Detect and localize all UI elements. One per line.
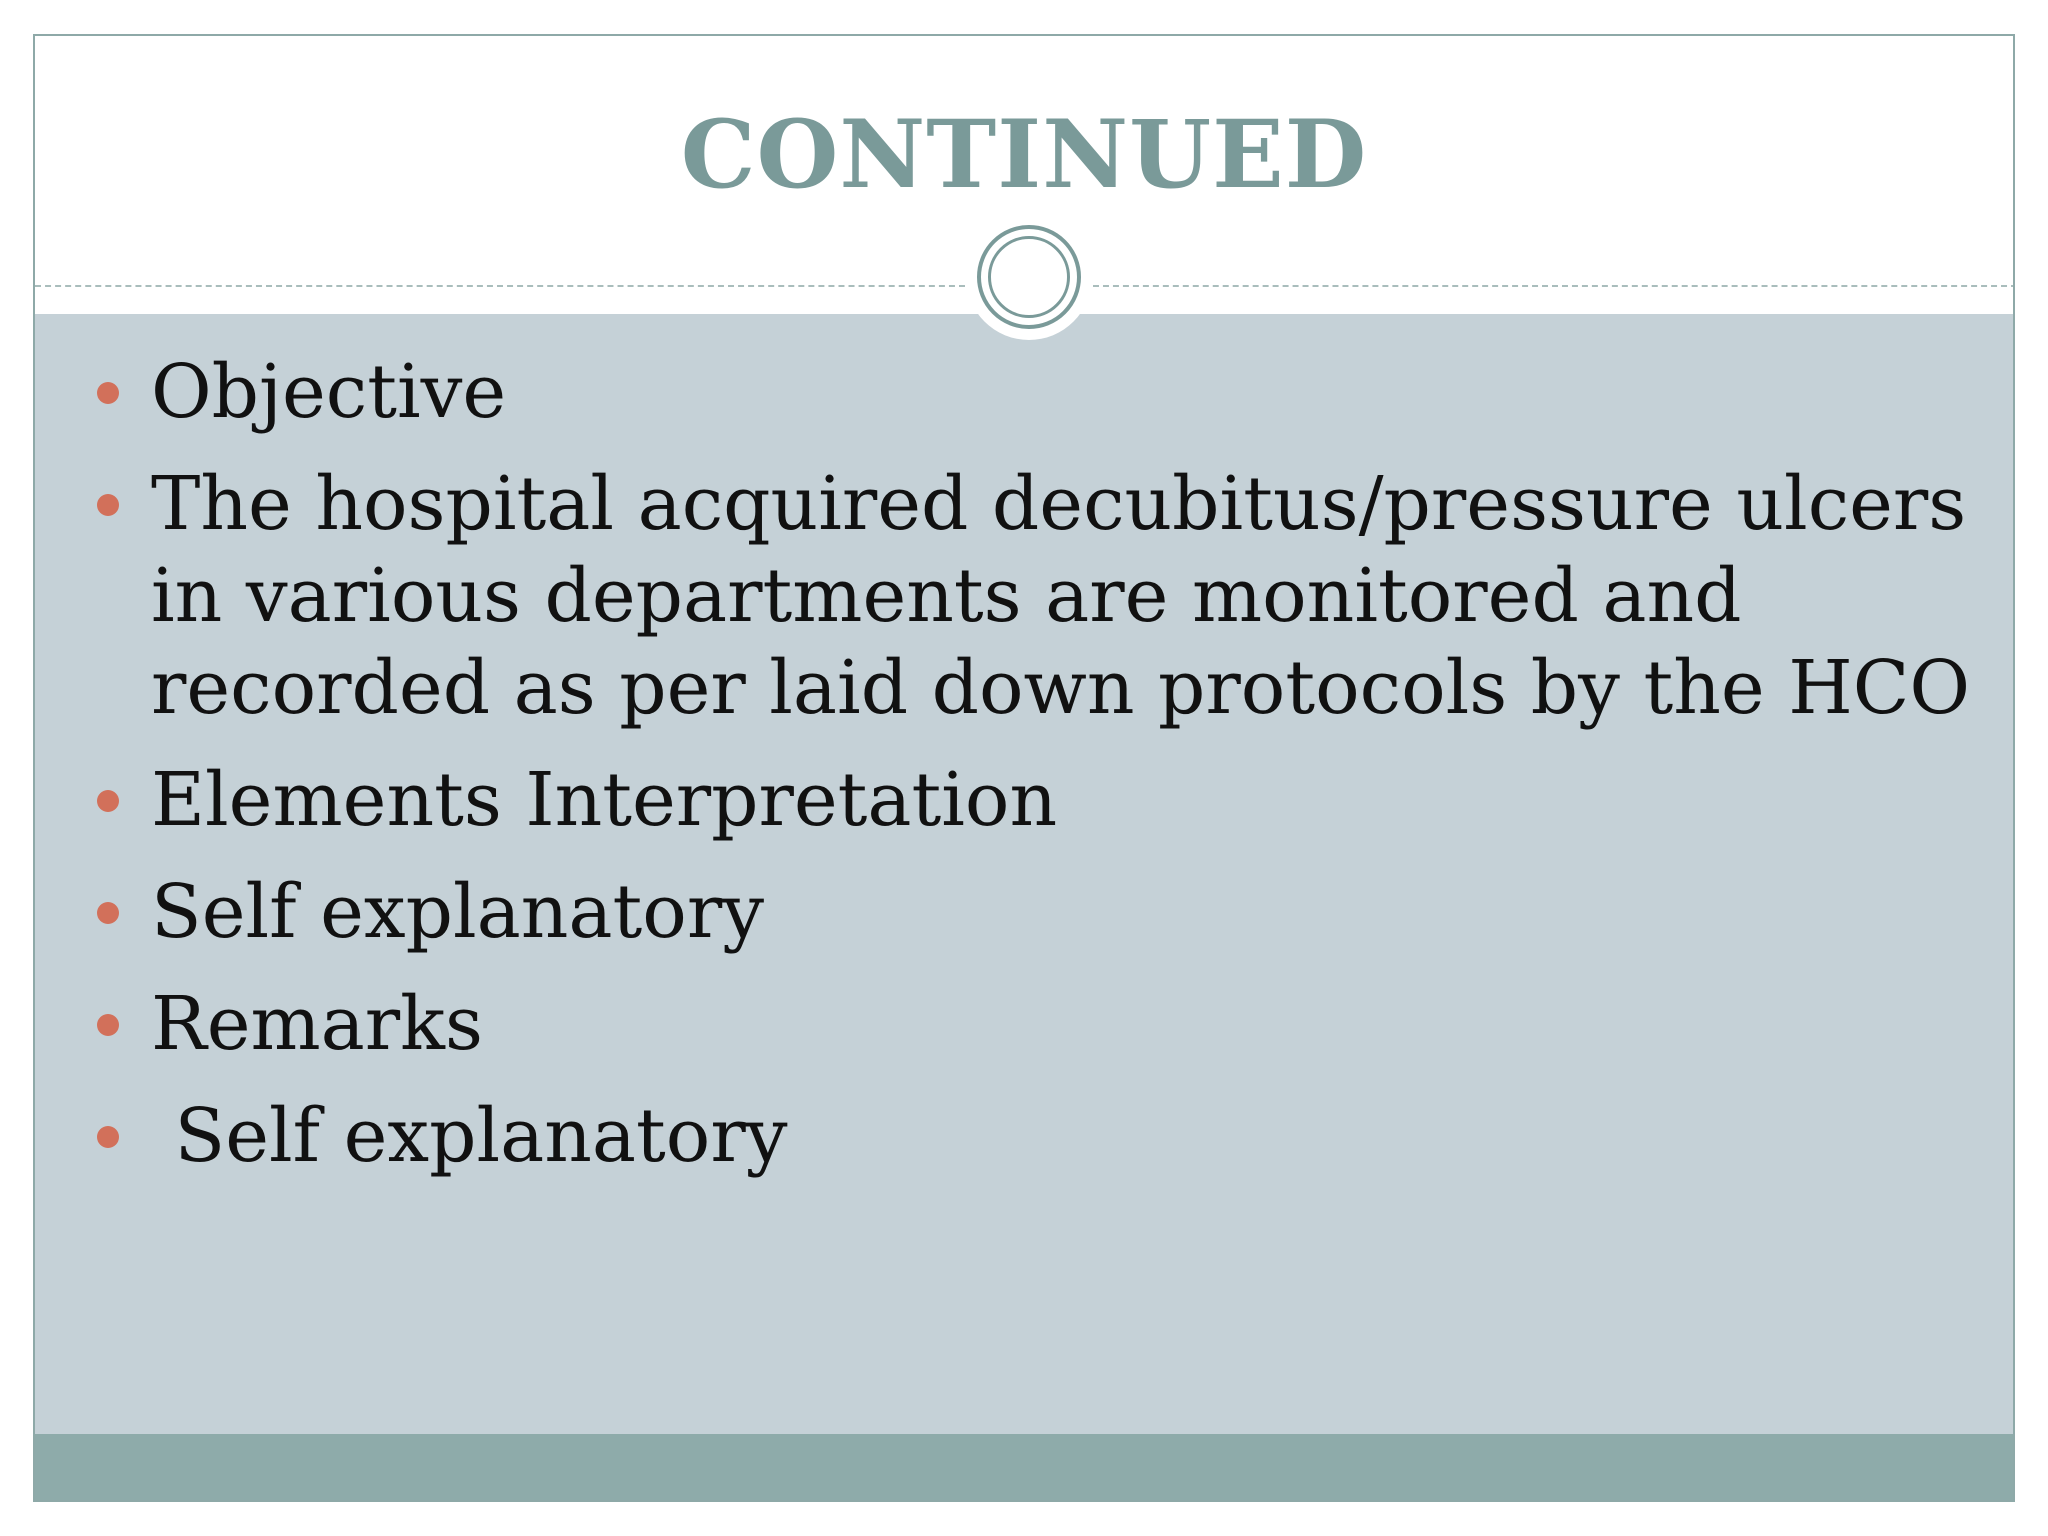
bullet-text: Self explanatory <box>151 869 764 955</box>
bullet-list <box>35 346 1985 1202</box>
bullet-text: Objective <box>151 349 507 435</box>
dot-bullet-icon <box>97 1014 119 1036</box>
bullet-item <box>35 458 1985 734</box>
bullet-item <box>35 866 1985 958</box>
bullet-text: Self explanatory <box>151 1093 788 1179</box>
double-circle-inner-ring <box>988 236 1070 318</box>
slide-title: CONTINUED <box>680 100 1368 210</box>
bullet-item <box>35 978 1985 1070</box>
bullet-item <box>35 1090 1985 1182</box>
double-circle-icon <box>977 225 1081 329</box>
bullet-text: Elements Interpretation <box>151 757 1058 843</box>
dot-bullet-icon <box>97 902 119 924</box>
dot-bullet-icon <box>97 1126 119 1148</box>
dot-bullet-icon <box>97 494 119 516</box>
bullet-text: The hospital acquired decubitus/pressure ulcers in various departments are monitored and recorded as per laid down protocols by the HCO <box>151 461 1971 731</box>
slide <box>33 34 2015 1502</box>
dot-bullet-icon <box>97 790 119 812</box>
bullet-text: Remarks <box>151 981 483 1067</box>
dot-bullet-icon <box>97 382 119 404</box>
bullet-item <box>35 754 1985 846</box>
title-divider-right <box>1093 285 2015 287</box>
title-divider-left <box>35 285 965 287</box>
footer-band <box>35 1434 2013 1502</box>
bullet-item <box>35 346 1985 438</box>
